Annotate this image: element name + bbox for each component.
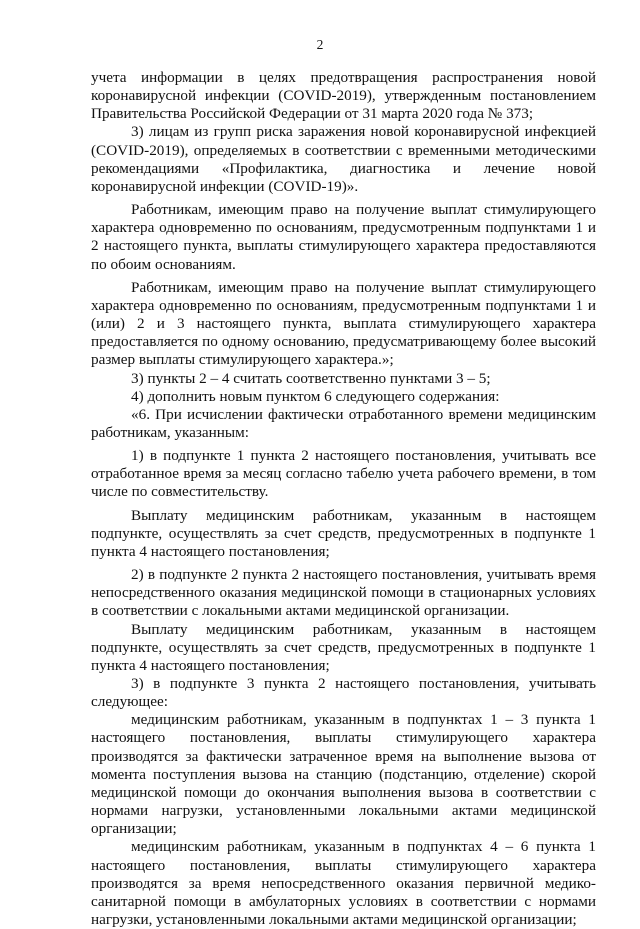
paragraph: 2) в подпункте 2 пункта 2 настоящего постановления, учитывать время непосредственного оказания медицинской помощи в стационарных условиях в соответствии с локальными актами медицинской организации. <box>91 566 596 620</box>
paragraph: 3) пункты 2 – 4 считать соответственно пунктами 3 – 5; <box>131 369 491 387</box>
paragraph: 1) в подпункте 1 пункта 2 настоящего постановления, учитывать все отработанное время за месяц согласно табелю учета рабочего времени, в том числе по совместительству. <box>91 447 596 501</box>
paragraph: Выплату медицинским работникам, указанным в настоящем подпункте, осуществлять за счет средств, предусмотренных в подпункте 1 пункта 4 настоящего постановления; <box>91 620 596 674</box>
paragraph: учета информации в целях предотвращения распространения новой коронавирусной инфекции (COVID-2019), утвержденным постановлением Правительства Российской Федерации от 31 марта 2020 года № 373; <box>91 69 596 123</box>
paragraph: Работникам, имеющим право на получение выплат стимулирующего характера одновременно по основаниям, предусмотренным подпунктами 1 и 2 настоящего пункта, выплаты стимулирующего характера предоставляются по обоим основаниям. <box>91 201 596 273</box>
page-number: 2 <box>316 37 324 52</box>
paragraph: 3) в подпункте 3 пункта 2 настоящего постановления, учитывать следующее: <box>91 675 596 711</box>
paragraph: «6. При исчислении фактически отработанного времени медицинским работникам, указанным: <box>91 405 596 441</box>
document-body <box>91 69 596 929</box>
paragraph: медицинским работникам, указанным в подпунктах 4 – 6 пункта 1 настоящего постановления, выплаты стимулирующего характера производятся за время непосредственного оказания первичной медико-санитарной помощи в амбулаторных условиях в соответствии с нормами нагрузки, установленными локальными актами медицинской организации; <box>91 838 596 929</box>
paragraph: Выплату медицинским работникам, указанным в настоящем подпункте, осуществлять за счет средств, предусмотренных в подпункте 1 пункта 4 настоящего постановления; <box>91 506 596 560</box>
paragraph: 4) дополнить новым пунктом 6 следующего содержания: <box>131 387 500 405</box>
paragraph: Работникам, имеющим право на получение выплат стимулирующего характера одновременно по основаниям, предусмотренным подпунктами 1 и (или) 2 и 3 настоящего пункта, выплата стимулирующего характера предоставляется по одному основанию, предусматривающему более высокий размер выплаты стимулирующего характера.»; <box>91 278 596 369</box>
paragraph: медицинским работникам, указанным в подпунктах 1 – 3 пункта 1 настоящего постановления, выплаты стимулирующего характера производятся за фактически затраченное время на выполнение вызова от момента поступления вызова на станцию (подстанцию, отделение) скорой медицинской помощи до окончания выполнения вызова в соответствии с нормами нагрузки, установленными локальными актами медицинской организации; <box>91 711 596 838</box>
paragraph: 3) лицам из групп риска заражения новой коронавирусной инфекцией (COVID-2019), определяемых в соответствии с временными методическими рекомендациями «Профилактика, диагностика и лечение новой коронавирусной инфекции (COVID-19)». <box>91 123 596 195</box>
